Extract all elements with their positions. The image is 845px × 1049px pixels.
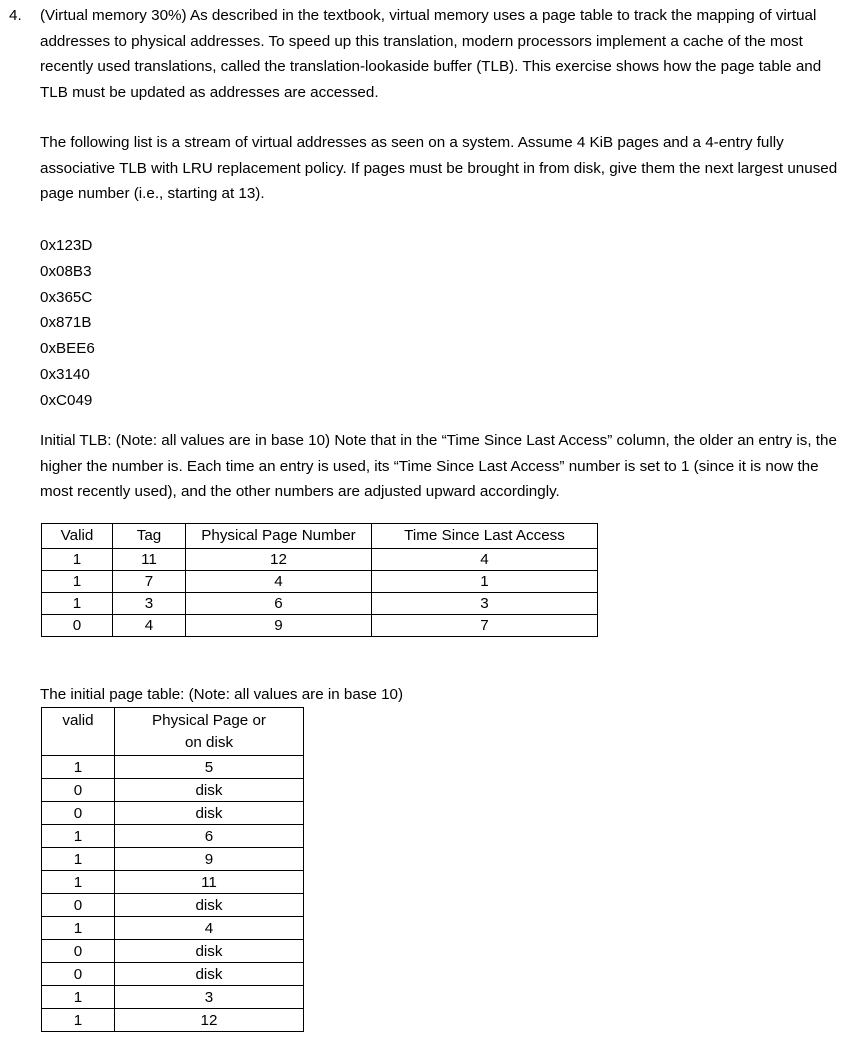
page-table-row (42, 802, 304, 825)
page-table-cell-ppn: disk (115, 779, 304, 802)
page-table-header-line2: on disk (184, 734, 234, 751)
tlb-header-row (42, 524, 598, 549)
page-table-cell-valid: 1 (42, 917, 115, 940)
address-stream-paragraph: The following list is a stream of virtual addresses as seen on a system. Assume 4 KiB pages and a 4-entry fully associative TLB with LRU replacement policy. If pages must be brought in from disk, give them the next largest unused page number (i.e., starting at 13). (40, 134, 838, 202)
tlb-table (41, 523, 598, 637)
page-table-cell-valid: 0 (42, 779, 115, 802)
tlb-cell-time: 1 (372, 571, 598, 593)
page-table-cell-ppn: 11 (115, 871, 304, 894)
tlb-cell-valid: 1 (42, 571, 113, 593)
page-table-cell-valid: 1 (42, 848, 115, 871)
virtual-address-list (40, 233, 95, 414)
page-table-cell-valid: 0 (42, 940, 115, 963)
page-table-row (42, 940, 304, 963)
page-table-row (42, 986, 304, 1009)
page-table-header-valid: valid (42, 708, 115, 756)
tlb-cell-ppn: 6 (186, 593, 372, 615)
tlb-cell-time: 3 (372, 593, 598, 615)
page-table-row (42, 848, 304, 871)
page-table-cell-valid: 1 (42, 871, 115, 894)
page-table-header-physical-page (115, 708, 304, 756)
virtual-address: 0x123D (40, 237, 93, 254)
page-table (41, 707, 304, 1032)
page-table-cell-ppn: disk (115, 963, 304, 986)
page-table-cell-ppn: 3 (115, 986, 304, 1009)
tlb-header-time-since-last-access: Time Since Last Access (372, 524, 598, 549)
page-table-cell-valid: 0 (42, 894, 115, 917)
page-table-cell-ppn: 5 (115, 756, 304, 779)
page-table-header-line1: Physical Page or (152, 712, 266, 729)
page-table-cell-valid: 0 (42, 802, 115, 825)
page-table-cell-valid: 1 (42, 825, 115, 848)
tlb-cell-ppn: 4 (186, 571, 372, 593)
tlb-row (42, 615, 598, 637)
tlb-row (42, 549, 598, 571)
tlb-cell-valid: 1 (42, 549, 113, 571)
question-number: 4. (9, 7, 22, 24)
page-table-title: The initial page table: (Note: all values are in base 10) (40, 686, 404, 703)
page-table-row (42, 917, 304, 940)
page-table-row (42, 963, 304, 986)
page-table-row (42, 1009, 304, 1032)
page-table-cell-ppn: 9 (115, 848, 304, 871)
tlb-row (42, 593, 598, 615)
tlb-cell-tag: 11 (113, 549, 186, 571)
virtual-address: 0x3140 (40, 365, 90, 383)
virtual-address: 0x08B3 (40, 262, 92, 280)
tlb-cell-time: 4 (372, 549, 598, 571)
page-table-row (42, 779, 304, 802)
page-table-cell-ppn: disk (115, 894, 304, 917)
tlb-cell-time: 7 (372, 615, 598, 637)
tlb-row (42, 571, 598, 593)
tlb-cell-tag: 7 (113, 571, 186, 593)
virtual-address: 0x871B (40, 314, 92, 332)
page-table-cell-ppn: 6 (115, 825, 304, 848)
page-table-cell-ppn: 12 (115, 1009, 304, 1032)
page-table-row (42, 756, 304, 779)
page-table-cell-ppn: 4 (115, 917, 304, 940)
virtual-address: 0xC049 (40, 391, 93, 409)
tlb-cell-valid: 1 (42, 593, 113, 615)
page-table-cell-ppn: disk (115, 802, 304, 825)
page-table-row (42, 871, 304, 894)
tlb-header-tag: Tag (113, 524, 186, 549)
tlb-cell-ppn: 9 (186, 615, 372, 637)
page-table-cell-valid: 1 (42, 756, 115, 779)
virtual-address: 0xBEE6 (40, 340, 95, 358)
page-table-row (42, 894, 304, 917)
tlb-cell-tag: 3 (113, 593, 186, 615)
page-table-cell-valid: 1 (42, 986, 115, 1009)
question-intro-paragraph: (Virtual memory 30%) As described in the textbook, virtual memory uses a page table to track the mapping of virtual addresses to physical addresses. To speed up this translation, modern processors implement a cache of the most recently used translations, called the translation-lookaside buffer (TLB). This exercise shows how the page table and TLB must be updated as addresses are accessed. (40, 7, 822, 101)
tlb-header-valid: Valid (42, 524, 113, 549)
page-table-header-row (42, 708, 304, 756)
virtual-address: 0x365C (40, 288, 93, 306)
page-table-cell-ppn: disk (115, 940, 304, 963)
page-table-row (42, 825, 304, 848)
tlb-cell-tag: 4 (113, 615, 186, 637)
tlb-cell-valid: 0 (42, 615, 113, 637)
page-table-cell-valid: 1 (42, 1009, 115, 1032)
initial-tlb-paragraph: Initial TLB: (Note: all values are in base 10) Note that in the “Time Since Last Access” column, the older an entry is, the higher the number is. Each time an entry is used, its “Time Since Last Access” number is set to 1 (since it is now the most recently used), and the other numbers are adjusted upward accordingly. (40, 432, 837, 500)
tlb-cell-ppn: 12 (186, 549, 372, 571)
tlb-header-physical-page-number: Physical Page Number (186, 524, 372, 549)
page-table-cell-valid: 0 (42, 963, 115, 986)
